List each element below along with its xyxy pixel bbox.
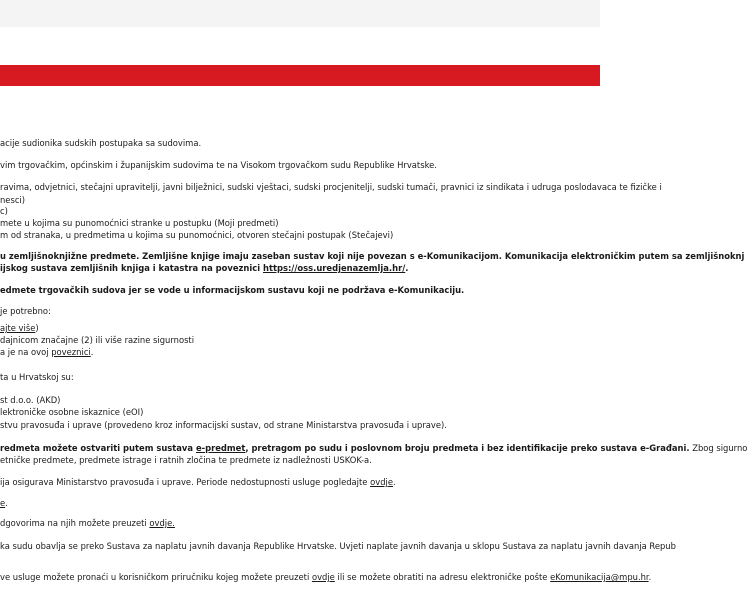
support-text: ve usluge možete pronaći u korisničkom priručniku kojeg možete preuzeti ovdje ili se možete obratiti na adresu elektroničke pošte eKomunikacija@mpu.hr. <box>0 572 652 582</box>
land-registry-text: u zemljišnoknjižne predmete. Zemljišne knjige imaju zaseban sustav koji nije povezan s e-Komunikacijom. Komunikacija elektroničkim putem sa zemljišnoknj <box>0 251 745 261</box>
e-predmet-text: redmeta možete ostvariti putem sustava e-predmet, pretragom po sudu i poslovnom broju predmeta i bez identifikacije preko sustava e-Građani. Zbog sigurno <box>0 443 747 453</box>
courts-text: vim trgovačkim, općinskim i županijskim sudovima te na Visokom trgovačkom sudu Republike Hrvatske. <box>0 160 437 170</box>
my-cases-text: mete u kojima su punomoćnici stranke u postupku (Moji predmeti) <box>0 218 279 228</box>
commercial-courts-note: edmete trgovačkih sudova jer se vode u informacijskom sustavu koji ne podržava e-Komunikaciju. <box>0 285 465 295</box>
providers-heading: ta u Hrvatskoj su: <box>0 372 74 382</box>
short-link-line: e. <box>0 498 8 508</box>
intro-text: acije sudionika sudskih postupaka sa sudovima. <box>0 138 202 148</box>
requirement-2: dajnicom značajne (2) ili više razine sigurnosti <box>0 335 195 345</box>
e-predmet-link[interactable]: e-predmet <box>195 443 246 453</box>
oss-link[interactable]: https://oss.uredjenazemlja.hr/ <box>263 263 406 273</box>
email-link[interactable]: eKomunikacija@mpu.hr <box>550 572 649 582</box>
read-more-link[interactable]: ajte više <box>0 323 36 333</box>
excluded-cases-text: etničke predmete, predmete istrage i ratnih zločina te predmete iz nadležnosti USKOK-a. <box>0 455 372 465</box>
ministry-text: stvu pravosuđa i uprave (provedeno kroz informacijski sustav, od strane Ministarstva pravosuđa i uprave). <box>0 420 447 430</box>
e-link[interactable]: e <box>0 498 6 508</box>
payment-text: ka sudu obavlja se preko Sustava za naplatu javnih davanja Republike Hrvatske. Uvjeti naplate javnih davanja u sklopu Sustava za naplatu javnih davanja Repub <box>0 541 676 551</box>
availability-text: ija osigurava Ministarstvo pravosuđa i uprave. Periode nedostupnosti usluge pogledajte ovdje. <box>0 477 396 487</box>
provider-eoi: lektroničke osobne iskaznice (eOI) <box>0 407 144 417</box>
land-registry-text-2: ijskog sustava zemljišnih knjiga i katastra na poveznici https://oss.uredjenazemlja.hr/. <box>0 263 409 273</box>
requirement-3: a je na ovoj poveznici. <box>0 347 94 357</box>
availability-link[interactable]: ovdje <box>370 477 393 487</box>
poveznici-link[interactable]: poveznici <box>51 347 91 357</box>
faq-link[interactable]: ovdje. <box>149 518 175 528</box>
users-text: ravima, odvjetnici, stečajni upravitelji, javni bilježnici, sudski vještaci, sudski procjenitelji, sudski tumači, pravnici iz sindikata i udruga poslodavaca te fizičke i <box>0 182 662 192</box>
users-text-2: nesci) <box>0 195 26 205</box>
requirements-heading: je potrebno: <box>0 306 51 316</box>
faq-text: dgovorima na njih možete preuzeti ovdje. <box>0 518 175 528</box>
bankruptcy-text: m od stranaka, u predmetima u kojima su punomoćnici, otvoren stečajni postupak (Stečajevi) <box>0 230 394 240</box>
provider-akd: st d.o.o. (AKD) <box>0 395 61 405</box>
manual-link[interactable]: ovdje <box>311 572 335 582</box>
users-text-3: c) <box>0 206 8 216</box>
requirement-1: ajte više) <box>0 323 39 333</box>
